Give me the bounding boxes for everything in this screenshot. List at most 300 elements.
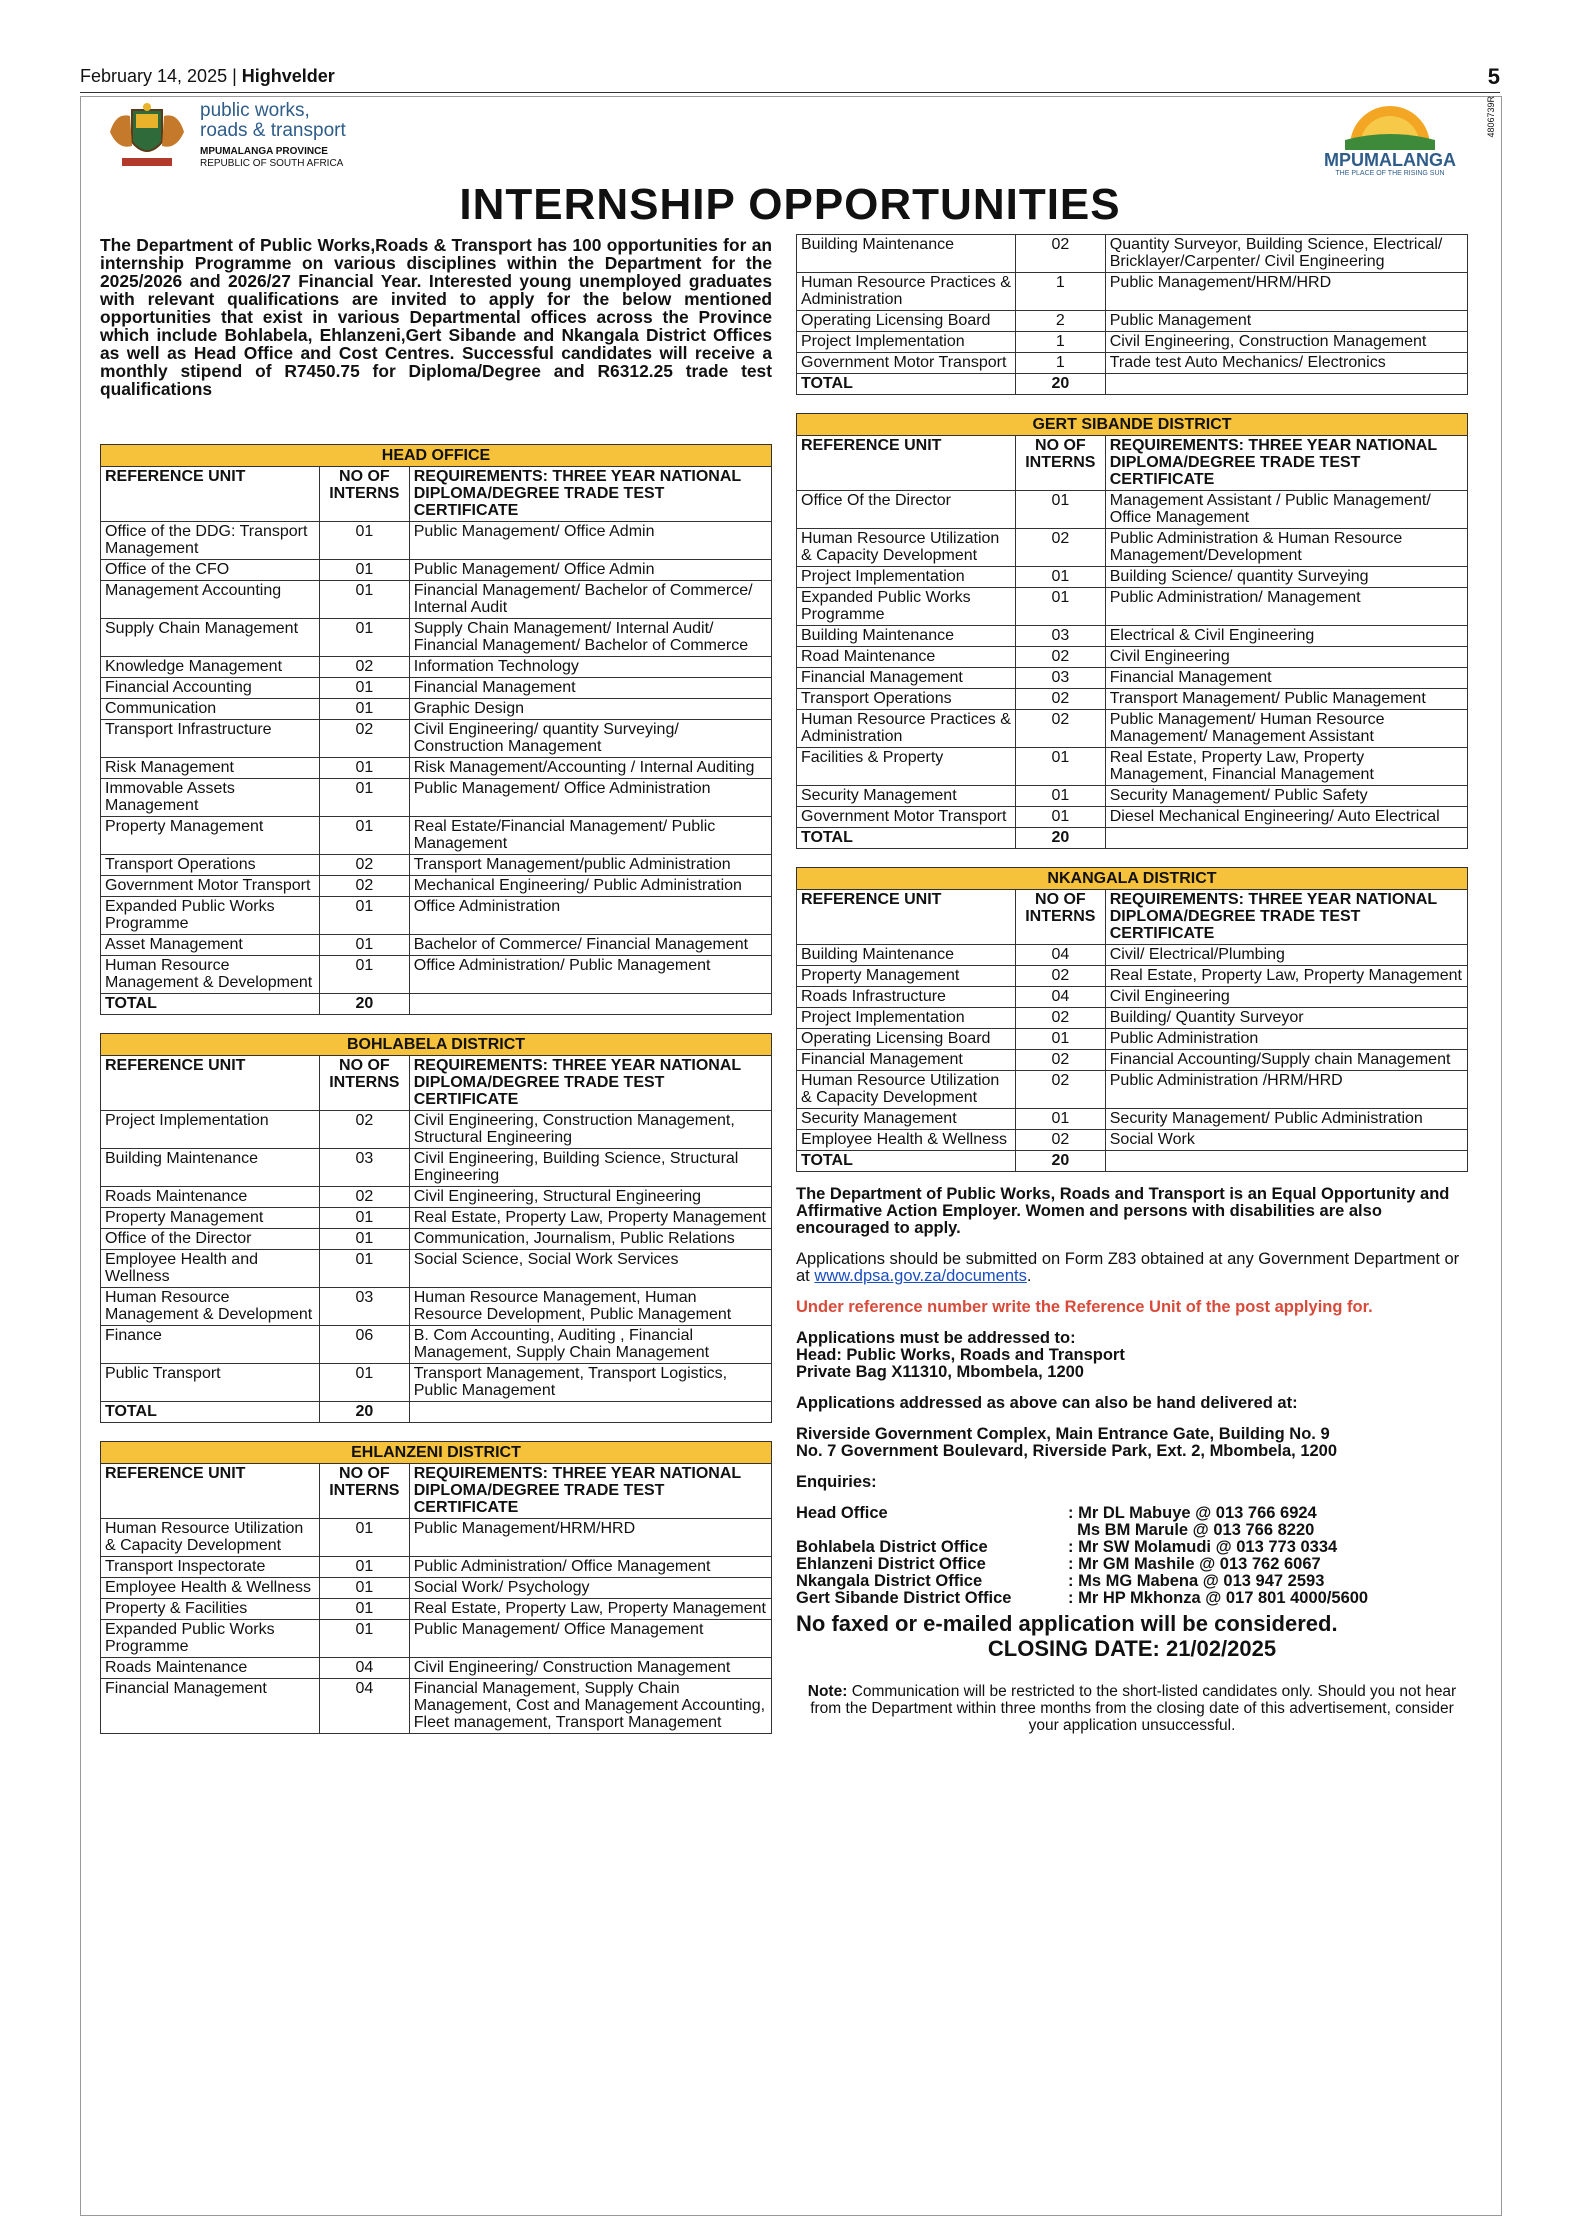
- coat-of-arms-icon: [102, 102, 192, 174]
- table-row: [797, 1130, 1468, 1151]
- interns-cell: 02: [1015, 529, 1105, 567]
- requirements-cell: Real Estate/Financial Management/ Public Management: [409, 817, 771, 855]
- table-row: [101, 1557, 772, 1578]
- table-row: [101, 1679, 772, 1734]
- requirements-cell: Public Administration & Human Resource Management/Development: [1105, 529, 1467, 567]
- interns-cell: 02: [1015, 710, 1105, 748]
- unit-cell: Communication: [101, 699, 320, 720]
- enquiry-contact: : Mr SW Molamudi @ 013 773 0334: [1068, 1538, 1338, 1556]
- unit-cell: Office of the Director: [101, 1229, 320, 1250]
- table-row: [101, 581, 772, 619]
- interns-cell: 01: [1015, 1109, 1105, 1130]
- table-row: [101, 1288, 772, 1326]
- unit-cell: Employee Health & Wellness: [797, 1130, 1016, 1151]
- requirements-cell: Building Science/ quantity Surveying: [1105, 567, 1467, 588]
- table-row: [101, 1208, 772, 1229]
- unit-cell: Human Resource Management & Development: [101, 956, 320, 994]
- table-row: [101, 956, 772, 994]
- col-header-unit: REFERENCE UNIT: [797, 890, 1016, 945]
- requirements-cell: Civil Engineering, Building Science, Structural Engineering: [409, 1149, 771, 1187]
- interns-cell: 01: [319, 581, 409, 619]
- logo-line-1: public works,: [200, 100, 310, 121]
- requirements-cell: Financial Management, Supply Chain Management, Cost and Management Accounting, Fleet management, Transport Management: [409, 1679, 771, 1734]
- province-name: MPUMALANGA: [1324, 150, 1456, 170]
- interns-cell: 02: [319, 855, 409, 876]
- interns-cell: 04: [319, 1679, 409, 1734]
- head-office-table: [100, 444, 772, 1015]
- equal-opportunity-statement: The Department of Public Works, Roads and Transport is an Equal Opportunity and Affirmative Action Employer. Women and persons with disabilities are also encouraged to apply.: [796, 1185, 1450, 1237]
- interns-cell: 01: [319, 560, 409, 581]
- requirements-cell: Quantity Surveyor, Building Science, Electrical/ Bricklayer/Carpenter/ Civil Engineering: [1105, 235, 1467, 273]
- no-fax-notice: No faxed or e-mailed application will be considered.: [796, 1611, 1338, 1636]
- unit-cell: Employee Health & Wellness: [101, 1578, 320, 1599]
- unit-cell: Financial Management: [101, 1679, 320, 1734]
- table-row: [101, 758, 772, 779]
- nkangala-table: [796, 867, 1468, 1172]
- interns-cell: 01: [319, 522, 409, 560]
- table-row: [101, 1519, 772, 1557]
- interns-cell: 01: [319, 678, 409, 699]
- requirements-cell: Office Administration: [409, 897, 771, 935]
- paper-name: Highvelder: [241, 66, 335, 86]
- table-row: [101, 522, 772, 560]
- interns-cell: 01: [319, 1519, 409, 1557]
- requirements-cell: Financial Management/ Bachelor of Commerce/ Internal Audit: [409, 581, 771, 619]
- intro-paragraph: The Department of Public Works,Roads & Transport has 100 opportunities for an internship Programme on various disciplines within the Department for the 2025/2026 and 2026/27 Financial Year. Interested young unemployed graduates with relevant qualifications are invited to apply for the below mentioned opportunities that exist in various Departmental offices across the Province which include Bohlabela, Ehlanzeni,Gert Sibande and Nkangala District Offices as well as Head Office and Cost Centres. Successful candidates will receive a monthly stipend of R7450.75 for Diploma/Degree and R6312.25 trade test qualifications: [100, 235, 772, 399]
- interns-cell: 1: [1015, 353, 1105, 374]
- hand-delivery-heading: Applications addressed as above can also be hand delivered at:: [796, 1394, 1298, 1412]
- address-heading: Applications must be addressed to:: [796, 1329, 1076, 1347]
- unit-cell: Project Implementation: [797, 567, 1016, 588]
- unit-cell: Supply Chain Management: [101, 619, 320, 657]
- col-header-requirements: REQUIREMENTS: THREE YEAR NATIONAL DIPLOMA/DEGREE TRADE TEST CERTIFICATE: [409, 1464, 771, 1519]
- table-row: [797, 1008, 1468, 1029]
- requirements-cell: B. Com Accounting, Auditing , Financial Management, Supply Chain Management: [409, 1326, 771, 1364]
- table-row: [797, 987, 1468, 1008]
- interns-cell: 01: [1015, 807, 1105, 828]
- enquiry-contact: : Mr GM Mashile @ 013 762 6067: [1068, 1555, 1321, 1573]
- enquiry-contact: : Mr DL Mabuye @ 013 766 6924: [1068, 1504, 1317, 1522]
- unit-cell: Building Maintenance: [797, 945, 1016, 966]
- interns-cell: 04: [1015, 945, 1105, 966]
- requirements-cell: Real Estate, Property Law, Property Management: [1105, 966, 1467, 987]
- page-number: 5: [1487, 64, 1500, 89]
- requirements-cell: Office Administration/ Public Management: [409, 956, 771, 994]
- table-title: GERT SIBANDE DISTRICT: [797, 414, 1468, 436]
- interns-cell: 01: [319, 1229, 409, 1250]
- table-row: [101, 897, 772, 935]
- interns-cell: 01: [1015, 1029, 1105, 1050]
- table-row: [101, 817, 772, 855]
- table-row: [797, 491, 1468, 529]
- requirements-cell: Public Management/ Office Administration: [409, 779, 771, 817]
- enquiry-row: [796, 1573, 1468, 1590]
- unit-cell: Transport Inspectorate: [101, 1557, 320, 1578]
- table-row: [797, 689, 1468, 710]
- table-row: [797, 235, 1468, 273]
- unit-cell: Project Implementation: [797, 332, 1016, 353]
- requirements-cell: Social Science, Social Work Services: [409, 1250, 771, 1288]
- requirements-cell: Supply Chain Management/ Internal Audit/ Financial Management/ Bachelor of Commerce: [409, 619, 771, 657]
- table-row: [101, 657, 772, 678]
- requirements-cell: Public Administration /HRM/HRD: [1105, 1071, 1467, 1109]
- interns-cell: 01: [1015, 786, 1105, 807]
- unit-cell: Project Implementation: [101, 1111, 320, 1149]
- total-label: TOTAL: [101, 994, 320, 1015]
- requirements-cell: Graphic Design: [409, 699, 771, 720]
- unit-cell: Operating Licensing Board: [797, 1029, 1016, 1050]
- table-row: [101, 779, 772, 817]
- table-row: [101, 1599, 772, 1620]
- interns-cell: 02: [1015, 689, 1105, 710]
- requirements-cell: Civil Engineering: [1105, 987, 1467, 1008]
- requirements-cell: Civil Engineering, Construction Management, Structural Engineering: [409, 1111, 771, 1149]
- unit-cell: Financial Management: [797, 668, 1016, 689]
- requirements-cell: Human Resource Management, Human Resource Development, Public Management: [409, 1288, 771, 1326]
- requirements-cell: Financial Management: [1105, 668, 1467, 689]
- table-row: [797, 273, 1468, 311]
- total-label: TOTAL: [797, 374, 1016, 395]
- requirements-cell: Civil Engineering, Construction Management: [1105, 332, 1467, 353]
- unit-cell: Building Maintenance: [101, 1149, 320, 1187]
- interns-cell: 01: [319, 956, 409, 994]
- requirements-cell: Information Technology: [409, 657, 771, 678]
- table-row: [101, 1658, 772, 1679]
- table-row: [101, 1149, 772, 1187]
- requirements-cell: Trade test Auto Mechanics/ Electronics: [1105, 353, 1467, 374]
- requirements-cell: Social Work/ Psychology: [409, 1578, 771, 1599]
- unit-cell: Facilities & Property: [797, 748, 1016, 786]
- unit-cell: Expanded Public Works Programme: [101, 1620, 320, 1658]
- interns-cell: 01: [319, 1250, 409, 1288]
- unit-cell: Property Management: [797, 966, 1016, 987]
- requirements-cell: Financial Management: [409, 678, 771, 699]
- unit-cell: Security Management: [797, 786, 1016, 807]
- province-logo: [1310, 100, 1470, 180]
- address-line-1: Head: Public Works, Roads and Transport: [796, 1346, 1125, 1364]
- requirements-cell: Bachelor of Commerce/ Financial Management: [409, 935, 771, 956]
- requirements-cell: Civil/ Electrical/Plumbing: [1105, 945, 1467, 966]
- interns-cell: 02: [319, 657, 409, 678]
- total-value: 20: [1015, 1151, 1105, 1172]
- col-header-interns: NO OF INTERNS: [1015, 890, 1105, 945]
- table-row: [797, 588, 1468, 626]
- table-row: [797, 647, 1468, 668]
- unit-cell: Human Resource Utilization & Capacity Development: [101, 1519, 320, 1557]
- interns-cell: 03: [1015, 668, 1105, 689]
- table-row: [101, 1326, 772, 1364]
- col-header-requirements: REQUIREMENTS: THREE YEAR NATIONAL DIPLOMA/DEGREE TRADE TEST CERTIFICATE: [409, 467, 771, 522]
- page-title: INTERNSHIP OPPORTUNITIES: [459, 180, 1121, 229]
- application-info: [796, 1186, 1468, 1734]
- interns-cell: 01: [1015, 588, 1105, 626]
- requirements-cell: Public Administration/ Management: [1105, 588, 1467, 626]
- interns-cell: 02: [1015, 235, 1105, 273]
- note-label: Note:: [807, 1683, 848, 1700]
- table-row: [797, 567, 1468, 588]
- table-title: NKANGALA DISTRICT: [797, 868, 1468, 890]
- requirements-cell: Real Estate, Property Law, Property Management: [409, 1599, 771, 1620]
- table-title: HEAD OFFICE: [101, 445, 772, 467]
- table-row: [797, 311, 1468, 332]
- dpsa-link[interactable]: www.dpsa.gov.za/documents: [814, 1267, 1027, 1285]
- enquiry-office: Nkangala District Office: [796, 1572, 983, 1590]
- table-row: [797, 748, 1468, 786]
- unit-cell: Building Maintenance: [797, 626, 1016, 647]
- no-fax-text: No faxed or e-mailed application will be considered: [796, 1611, 1332, 1636]
- unit-cell: Office of the CFO: [101, 560, 320, 581]
- unit-cell: Management Accounting: [101, 581, 320, 619]
- interns-cell: 1: [1015, 332, 1105, 353]
- interns-cell: 02: [319, 720, 409, 758]
- interns-cell: 01: [319, 1208, 409, 1229]
- interns-cell: 01: [319, 619, 409, 657]
- col-header-unit: REFERENCE UNIT: [101, 1464, 320, 1519]
- table-row: [101, 876, 772, 897]
- gert-sibande-table: [796, 413, 1468, 849]
- requirements-cell: Transport Management/public Administration: [409, 855, 771, 876]
- logo-line-4: REPUBLIC OF SOUTH AFRICA: [200, 158, 344, 169]
- unit-cell: Project Implementation: [797, 1008, 1016, 1029]
- enquiry-contact: Ms BM Marule @ 013 766 8220: [1068, 1521, 1315, 1539]
- interns-cell: 01: [319, 699, 409, 720]
- interns-cell: 01: [319, 1364, 409, 1402]
- requirements-cell: Civil Engineering/ quantity Surveying/ Construction Management: [409, 720, 771, 758]
- enquiry-office: Bohlabela District Office: [796, 1538, 988, 1556]
- requirements-cell: Public Management/ Human Resource Management/ Management Assistant: [1105, 710, 1467, 748]
- postal-address: [796, 1330, 1468, 1381]
- total-value: 20: [319, 994, 409, 1015]
- requirements-cell: Building/ Quantity Surveyor: [1105, 1008, 1467, 1029]
- table-row: [101, 699, 772, 720]
- interns-cell: 01: [1015, 567, 1105, 588]
- col-header-requirements: REQUIREMENTS: THREE YEAR NATIONAL DIPLOMA/DEGREE TRADE TEST CERTIFICATE: [1105, 890, 1467, 945]
- province-tagline: THE PLACE OF THE RISING SUN: [1335, 170, 1445, 177]
- requirements-cell: Electrical & Civil Engineering: [1105, 626, 1467, 647]
- requirements-cell: Diesel Mechanical Engineering/ Auto Electrical: [1105, 807, 1467, 828]
- requirements-cell: Transport Management, Transport Logistics, Public Management: [409, 1364, 771, 1402]
- total-value: 20: [1015, 828, 1105, 849]
- interns-cell: 02: [1015, 1071, 1105, 1109]
- newspaper-header: [80, 64, 1500, 93]
- interns-cell: 01: [319, 897, 409, 935]
- total-label: TOTAL: [797, 1151, 1016, 1172]
- address-line-2: Private Bag X11310, Mbombela, 1200: [796, 1363, 1084, 1381]
- unit-cell: Road Maintenance: [797, 647, 1016, 668]
- requirements-cell: Financial Accounting/Supply chain Management: [1105, 1050, 1467, 1071]
- unit-cell: Financial Management: [797, 1050, 1016, 1071]
- table-row: [797, 966, 1468, 987]
- unit-cell: Human Resource Management & Development: [101, 1288, 320, 1326]
- table-row: [101, 1187, 772, 1208]
- interns-cell: 03: [319, 1288, 409, 1326]
- table-row: [101, 1229, 772, 1250]
- requirements-cell: Public Management: [1105, 311, 1467, 332]
- unit-cell: Property & Facilities: [101, 1599, 320, 1620]
- requirements-cell: Public Management/ Office Management: [409, 1620, 771, 1658]
- unit-cell: Risk Management: [101, 758, 320, 779]
- requirements-cell: Public Management/HRM/HRD: [1105, 273, 1467, 311]
- unit-cell: Expanded Public Works Programme: [101, 897, 320, 935]
- enquiry-office: Ehlanzeni District Office: [796, 1555, 986, 1573]
- unit-cell: Transport Operations: [101, 855, 320, 876]
- interns-cell: 03: [1015, 626, 1105, 647]
- advert-code: 4806739R: [1486, 96, 1496, 138]
- unit-cell: Expanded Public Works Programme: [797, 588, 1016, 626]
- unit-cell: Operating Licensing Board: [797, 311, 1016, 332]
- table-row: [101, 1111, 772, 1149]
- logo-line-2: roads & transport: [200, 120, 346, 141]
- ehlanzeni-table: [100, 1441, 772, 1734]
- col-header-interns: NO OF INTERNS: [319, 1464, 409, 1519]
- interns-cell: 01: [319, 1578, 409, 1599]
- interns-cell: 02: [1015, 647, 1105, 668]
- enquiry-contact: : Mr HP Mkhonza @ 017 801 4000/5600: [1068, 1589, 1369, 1607]
- enquiries-list: [796, 1505, 1468, 1607]
- rising-sun-icon: [1345, 100, 1435, 150]
- interns-cell: 01: [319, 1620, 409, 1658]
- unit-cell: Property Management: [101, 817, 320, 855]
- table-title: BOHLABELA DISTRICT: [101, 1034, 772, 1056]
- enquiry-office: Head Office: [796, 1504, 888, 1522]
- unit-cell: Government Motor Transport: [797, 353, 1016, 374]
- unit-cell: Roads Infrastructure: [797, 987, 1016, 1008]
- interns-cell: 01: [319, 1599, 409, 1620]
- col-header-interns: NO OF INTERNS: [1015, 436, 1105, 491]
- table-row: [797, 353, 1468, 374]
- unit-cell: Office of the DDG: Transport Management: [101, 522, 320, 560]
- table-row: [101, 720, 772, 758]
- unit-cell: Property Management: [101, 1208, 320, 1229]
- table-title: EHLANZENI DISTRICT: [101, 1442, 772, 1464]
- interns-cell: 01: [319, 1557, 409, 1578]
- unit-cell: Finance: [101, 1326, 320, 1364]
- requirements-cell: Public Management/ Office Admin: [409, 522, 771, 560]
- enquiry-contact: : Ms MG Mabena @ 013 947 2593: [1068, 1572, 1325, 1590]
- interns-cell: 01: [319, 779, 409, 817]
- unit-cell: Government Motor Transport: [101, 876, 320, 897]
- table-row: [101, 1578, 772, 1599]
- requirements-cell: Civil Engineering, Structural Engineering: [409, 1187, 771, 1208]
- requirements-cell: Public Management/HRM/HRD: [409, 1519, 771, 1557]
- interns-cell: 03: [319, 1149, 409, 1187]
- requirements-cell: Management Assistant / Public Management/ Office Management: [1105, 491, 1467, 529]
- table-row: [797, 668, 1468, 689]
- table-row: [797, 945, 1468, 966]
- unit-cell: Government Motor Transport: [797, 807, 1016, 828]
- requirements-cell: Public Administration/ Office Management: [409, 1557, 771, 1578]
- closing-date: CLOSING DATE: 21/02/2025: [987, 1636, 1277, 1661]
- interns-cell: 02: [1015, 1050, 1105, 1071]
- unit-cell: Employee Health and Wellness: [101, 1250, 320, 1288]
- logo-line-3: MPUMALANGA PROVINCE: [200, 146, 328, 157]
- enquiry-row: [796, 1522, 1468, 1539]
- table-row: [101, 1250, 772, 1288]
- requirements-cell: Security Management/ Public Administration: [1105, 1109, 1467, 1130]
- interns-cell: 06: [319, 1326, 409, 1364]
- col-header-unit: REFERENCE UNIT: [101, 1056, 320, 1111]
- issue-date: February 14, 2025: [80, 66, 228, 86]
- unit-cell: Human Resource Utilization & Capacity Development: [797, 1071, 1016, 1109]
- interns-cell: 02: [319, 876, 409, 897]
- table-row: [797, 626, 1468, 647]
- unit-cell: Roads Maintenance: [101, 1187, 320, 1208]
- unit-cell: Public Transport: [101, 1364, 320, 1402]
- form-instructions: Applications should be submitted on Form Z83 obtained at any Government Department or at www.dpsa.gov.za/documents.: [796, 1250, 1460, 1285]
- unit-cell: Human Resource Practices & Administration: [797, 273, 1016, 311]
- interns-cell: 02: [319, 1111, 409, 1149]
- form-text: Applications should be submitted on Form Z83 obtained at any Government Department or at: [796, 1250, 1460, 1285]
- enquiry-row: [796, 1556, 1468, 1573]
- interns-cell: 01: [319, 817, 409, 855]
- unit-cell: Transport Infrastructure: [101, 720, 320, 758]
- publication-info: February 14, 2025 | Highvelder: [80, 66, 335, 86]
- table-row: [797, 332, 1468, 353]
- table-row: [797, 1050, 1468, 1071]
- interns-cell: 01: [1015, 748, 1105, 786]
- requirements-cell: Security Management/ Public Safety: [1105, 786, 1467, 807]
- requirements-cell: Civil Engineering/ Construction Management: [409, 1658, 771, 1679]
- unit-cell: Human Resource Practices & Administration: [797, 710, 1016, 748]
- table-row: [101, 855, 772, 876]
- enquiry-row: [796, 1539, 1468, 1556]
- col-header-unit: REFERENCE UNIT: [797, 436, 1016, 491]
- unit-cell: Asset Management: [101, 935, 320, 956]
- requirements-cell: Risk Management/Accounting / Internal Auditing: [409, 758, 771, 779]
- enquiry-office: Gert Sibande District Office: [796, 1589, 1012, 1607]
- total-value: 20: [319, 1402, 409, 1423]
- table-row: [101, 619, 772, 657]
- table-row: [797, 529, 1468, 567]
- hand-delivery-address: [796, 1426, 1468, 1460]
- note-text: Communication will be restricted to the short-listed candidates only. Should you not hear from the Department within three months from the closing date of this advertisement, consider your application unsuccessful.: [810, 1683, 1457, 1734]
- interns-cell: 01: [319, 935, 409, 956]
- col-header-interns: NO OF INTERNS: [319, 467, 409, 522]
- table-row: [797, 1029, 1468, 1050]
- requirements-cell: Real Estate, Property Law, Property Management: [409, 1208, 771, 1229]
- requirements-cell: Real Estate, Property Law, Property Management, Financial Management: [1105, 748, 1467, 786]
- interns-cell: 02: [1015, 966, 1105, 987]
- table-row: [101, 935, 772, 956]
- table-row: [101, 1620, 772, 1658]
- unit-cell: Office Of the Director: [797, 491, 1016, 529]
- total-label: TOTAL: [101, 1402, 320, 1423]
- table-row: [101, 560, 772, 581]
- hand-line-2: No. 7 Government Boulevard, Riverside Park, Ext. 2, Mbombela, 1200: [796, 1442, 1338, 1460]
- col-header-requirements: REQUIREMENTS: THREE YEAR NATIONAL DIPLOMA/DEGREE TRADE TEST CERTIFICATE: [1105, 436, 1467, 491]
- interns-cell: 04: [319, 1658, 409, 1679]
- requirements-cell: Public Management/ Office Admin: [409, 560, 771, 581]
- unit-cell: Knowledge Management: [101, 657, 320, 678]
- department-logo: [102, 98, 382, 178]
- table-row: [797, 786, 1468, 807]
- interns-cell: 02: [1015, 1130, 1105, 1151]
- table-row: [101, 678, 772, 699]
- unit-cell: Financial Accounting: [101, 678, 320, 699]
- col-header-requirements: REQUIREMENTS: THREE YEAR NATIONAL DIPLOMA/DEGREE TRADE TEST CERTIFICATE: [409, 1056, 771, 1111]
- unit-cell: Immovable Assets Management: [101, 779, 320, 817]
- interns-cell: 02: [1015, 1008, 1105, 1029]
- requirements-cell: Mechanical Engineering/ Public Administration: [409, 876, 771, 897]
- interns-cell: 02: [319, 1187, 409, 1208]
- table-row: [797, 1109, 1468, 1130]
- table-row: [797, 710, 1468, 748]
- table-row: [101, 1364, 772, 1402]
- unit-cell: Roads Maintenance: [101, 1658, 320, 1679]
- table-row: [797, 1071, 1468, 1109]
- unit-cell: Building Maintenance: [797, 235, 1016, 273]
- table-row: [797, 807, 1468, 828]
